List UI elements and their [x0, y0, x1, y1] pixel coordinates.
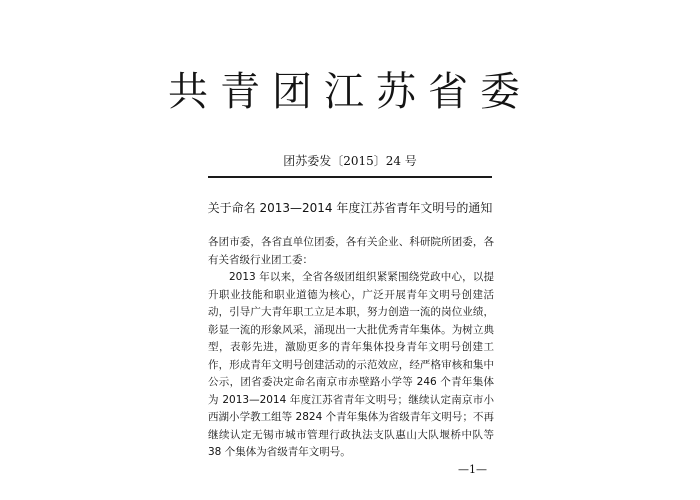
- issuing-organization-title: 共青团江苏省委: [168, 69, 532, 115]
- addressee-line: 各团市委，各省直单位团委，各有关企业、科研院所团委，各有关省级行业团工委：: [208, 236, 494, 266]
- document-body: [208, 234, 494, 462]
- page-number: —1—: [458, 463, 487, 476]
- notice-title: 关于命名 2013—2014 年度江苏省青年文明号的通知: [207, 201, 493, 215]
- body-paragraph: 2013 年以来，全省各级团组织紧紧围绕党政中心，以提升职业技能和职业道德为核心，广泛开展青年文明号创建活动，引导广大青年职工立足本职，努力创造一流的岗位业绩，彰显一流的形象风采，涌现出一大批优秀青年集体。为树立典型，表彰先进，激励更多的青年集体投身青年文明号创建工作，形成青年文明号创建活动的示范效应，经严格审核和集中公示，团省委决定命名南京市赤壁路小学等 246 个青年集体为 2013—2014 年度江苏省青年文明号；继续认定南京市小西湖小学教工组等 2824 个青年集体为省级青年文明号；不再继续认定无锡市城市管理行政执法支队惠山大队堰桥中队等 38 个集体为省级青年文明号。: [208, 271, 494, 458]
- header-divider: [208, 176, 492, 178]
- document-number: 团苏委发〔2015〕24 号: [283, 154, 417, 168]
